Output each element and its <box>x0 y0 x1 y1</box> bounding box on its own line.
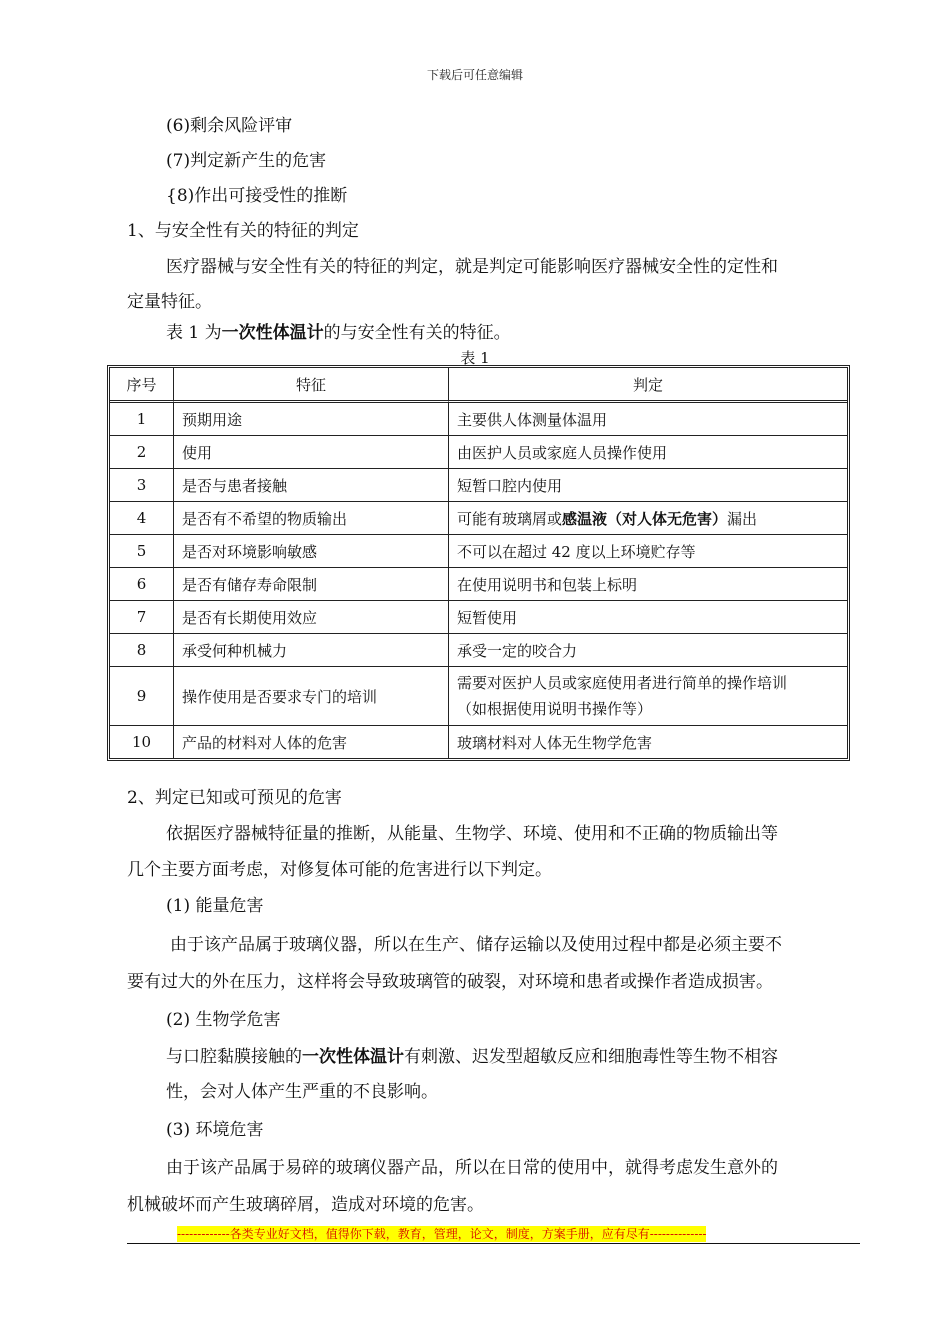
row-judgment <box>449 667 847 726</box>
row-judgment: 在使用说明书和包装上标明 <box>449 568 847 601</box>
bio-hazard-line2: 性，会对人体产生严重的不良影响。 <box>166 1082 438 1102</box>
energy-hazard-title: (1) 能量危害 <box>166 896 264 916</box>
table-row <box>110 436 847 469</box>
row-number: 6 <box>110 568 174 601</box>
judgment-bold: 感温液（对人体无危害） <box>562 509 728 528</box>
row-feature: 是否有不希望的物质输出 <box>174 502 449 535</box>
row-number: 1 <box>110 403 174 436</box>
row-judgment: 玻璃材料对人体无生物学危害 <box>457 733 653 752</box>
row-number: 4 <box>110 502 174 535</box>
section1-heading: 1、与安全性有关的特征的判定 <box>127 221 359 241</box>
section1-para-line1: 医疗器械与安全性有关的特征的判定，就是判定可能影响医疗器械安全性的定性和 <box>166 257 778 277</box>
table-header-row <box>110 368 847 403</box>
env-hazard-line2: 机械破坏而产生玻璃碎屑，造成对环境的危害。 <box>127 1195 484 1215</box>
table-row <box>110 726 847 758</box>
table-intro-pre: 表 1 为 <box>166 323 222 343</box>
row-number: 10 <box>110 726 174 758</box>
row-judgment: 主要供人体测量体温用 <box>449 403 847 436</box>
table-row <box>110 469 847 502</box>
row-number: 3 <box>110 469 174 502</box>
section2-para-line2: 几个主要方面考虑，对修复体可能的危害进行以下判定。 <box>127 860 552 880</box>
row-feature: 操作使用是否要求专门的培训 <box>174 667 449 726</box>
row-judgment: 短暂口腔内使用 <box>449 469 847 502</box>
env-hazard-line1: 由于该产品属于易碎的玻璃仪器产品，所以在日常的使用中，就得考虑发生意外的 <box>166 1158 778 1178</box>
bio-hazard-title: (2) 生物学危害 <box>166 1010 281 1030</box>
row-number: 8 <box>110 634 174 667</box>
row-judgment <box>449 502 847 535</box>
table-row <box>110 535 847 568</box>
list-item-6: (6)剩余风险评审 <box>166 116 293 136</box>
section2-heading: 2、判定已知或可预见的危害 <box>127 788 342 808</box>
bio-hazard-line1 <box>166 1046 778 1068</box>
table-caption: 表 1 <box>460 349 490 367</box>
judgment-post: 漏出 <box>727 509 758 528</box>
table-intro <box>166 322 511 344</box>
list-item-8: {8)作出可接受性的推断 <box>166 186 348 206</box>
row-feature: 是否有储存寿命限制 <box>174 568 449 601</box>
row-judgment: 由医护人员或家庭人员操作使用 <box>449 436 847 469</box>
table-row <box>110 568 847 601</box>
bio-line1-pre: 与口腔黏膜接触的 <box>166 1047 302 1067</box>
footer-rule <box>127 1243 860 1244</box>
row-number: 9 <box>110 667 174 726</box>
header-number: 序号 <box>110 368 174 403</box>
footer-banner: -------------各类专业好文档，值得你下载，教育，管理，论文，制度，方案手册，应有尽有-------------- <box>177 1227 707 1241</box>
table-intro-product: 一次性体温计 <box>221 323 324 343</box>
row-feature: 是否与患者接触 <box>174 469 449 502</box>
table-row <box>110 502 847 535</box>
page-header: 下载后可任意编辑 <box>426 68 523 82</box>
row-feature: 使用 <box>174 436 449 469</box>
header-judgment: 判定 <box>449 368 847 403</box>
table-intro-post: 的与安全性有关的特征。 <box>323 323 511 343</box>
section2-para-line1: 依据医疗器械特征量的推断，从能量、生物学、环境、使用和不正确的物质输出等 <box>166 824 778 844</box>
table-row <box>110 634 847 667</box>
row-judgment: 承受一定的咬合力 <box>449 634 847 667</box>
table-row <box>110 601 847 634</box>
header-feature: 特征 <box>174 368 449 403</box>
bio-line1-post: 有刺激、迟发型超敏反应和细胞毒性等生物不相容 <box>404 1047 778 1067</box>
judgment-line2: （如根据使用说明书操作等） <box>457 700 653 718</box>
row-judgment: 不可以在超过 42 度以上环境贮存等 <box>449 535 847 568</box>
characteristics-table <box>107 365 850 761</box>
table-row <box>110 403 847 436</box>
judgment-line1: 需要对医护人员或家庭使用者进行简单的操作培训 <box>457 674 788 692</box>
energy-hazard-line2: 要有过大的外在压力，这样将会导致玻璃管的破裂，对环境和患者或操作者造成损害。 <box>127 972 773 992</box>
row-feature: 预期用途 <box>174 403 449 436</box>
energy-hazard-line1: 由于该产品属于玻璃仪器，所以在生产、储存运输以及使用过程中都是必须主要不 <box>170 935 782 955</box>
list-item-7: (7)判定新产生的危害 <box>166 151 327 171</box>
row-judgment: 短暂使用 <box>449 601 847 634</box>
section1-para-line2: 定量特征。 <box>127 292 212 312</box>
env-hazard-title: (3) 环境危害 <box>166 1120 264 1140</box>
row-number: 7 <box>110 601 174 634</box>
row-feature: 是否有长期使用效应 <box>174 601 449 634</box>
row-number: 5 <box>110 535 174 568</box>
table-row <box>110 667 847 726</box>
row-number: 2 <box>110 436 174 469</box>
bio-line1-product: 一次性体温计 <box>302 1047 404 1067</box>
row-feature: 产品的材料对人体的危害 <box>174 726 449 758</box>
row-feature: 承受何种机械力 <box>174 634 449 667</box>
judgment-pre: 可能有玻璃屑或 <box>457 509 563 528</box>
row-feature: 是否对环境影响敏感 <box>174 535 449 568</box>
